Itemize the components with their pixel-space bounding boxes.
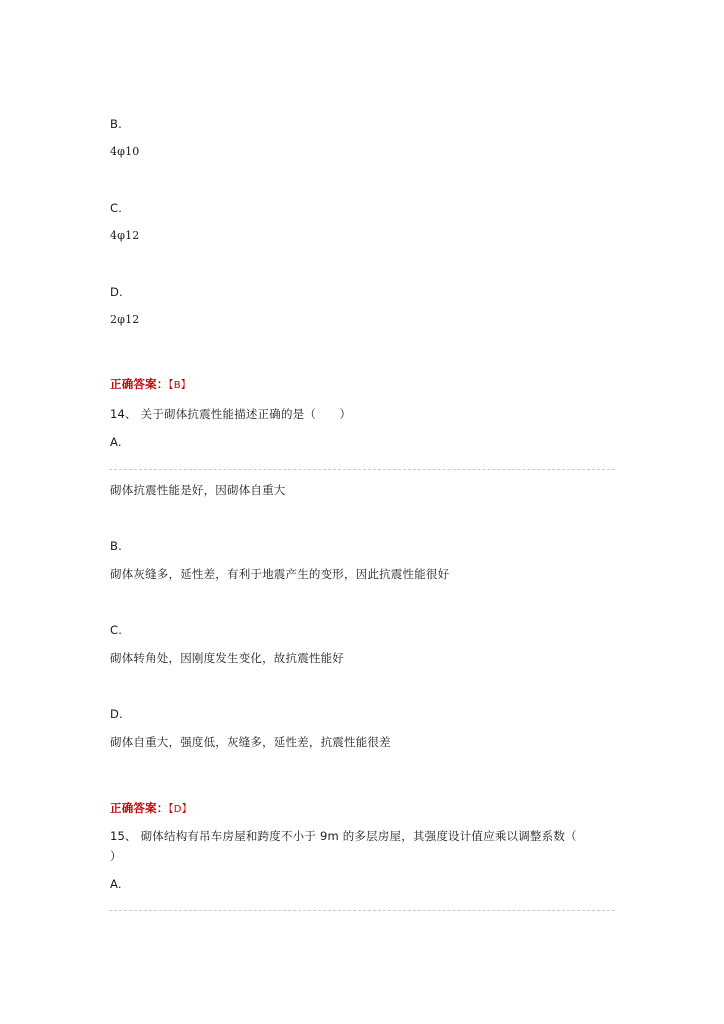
q14-question: 14、 关于砌体抗震性能描述正确的是（ ）	[110, 407, 352, 421]
option-b-letter: B.	[110, 117, 122, 131]
answer-value: 【B】	[168, 380, 191, 391]
option-d-letter: D.	[110, 285, 123, 299]
q14-option-c-text: 砌体转角处，因刚度发生变化，故抗震性能好	[110, 651, 344, 665]
q15-option-a-letter: A.	[110, 877, 122, 891]
q14-option-c-letter: C.	[110, 623, 123, 637]
option-c-letter: C.	[110, 201, 123, 215]
q13-correct-answer	[110, 376, 191, 394]
q14-option-b-text: 砌体灰缝多，延性差，有利于地震产生的变形，因此抗震性能很好	[110, 567, 450, 581]
q14-correct-answer	[110, 800, 192, 818]
answer-value: 【D】	[168, 804, 192, 815]
q14-option-a-text: 砌体抗震性能是好，因砌体自重大	[110, 483, 286, 497]
q14-option-d-text: 砌体自重大，强度低，灰缝多，延性差，抗震性能很差	[110, 735, 391, 749]
option-d-value: 2φ12	[110, 313, 140, 326]
option-b-value: 4φ10	[110, 145, 140, 158]
dashed-divider	[109, 469, 615, 470]
q14-option-d-letter: D.	[110, 707, 123, 721]
q15-question-line1: 15、 砌体结构有吊车房屋和跨度不小于 9m 的多层房屋，其强度设计值应乘以调整系数（	[110, 829, 577, 843]
option-c-value: 4φ12	[110, 229, 140, 242]
answer-label: 正确答案：	[110, 801, 169, 815]
dashed-divider	[109, 910, 615, 911]
q15-question-line2: ）	[110, 849, 122, 863]
q14-option-b-letter: B.	[110, 539, 122, 553]
answer-label: 正确答案：	[110, 377, 169, 391]
q14-option-a-letter: A.	[110, 435, 122, 449]
